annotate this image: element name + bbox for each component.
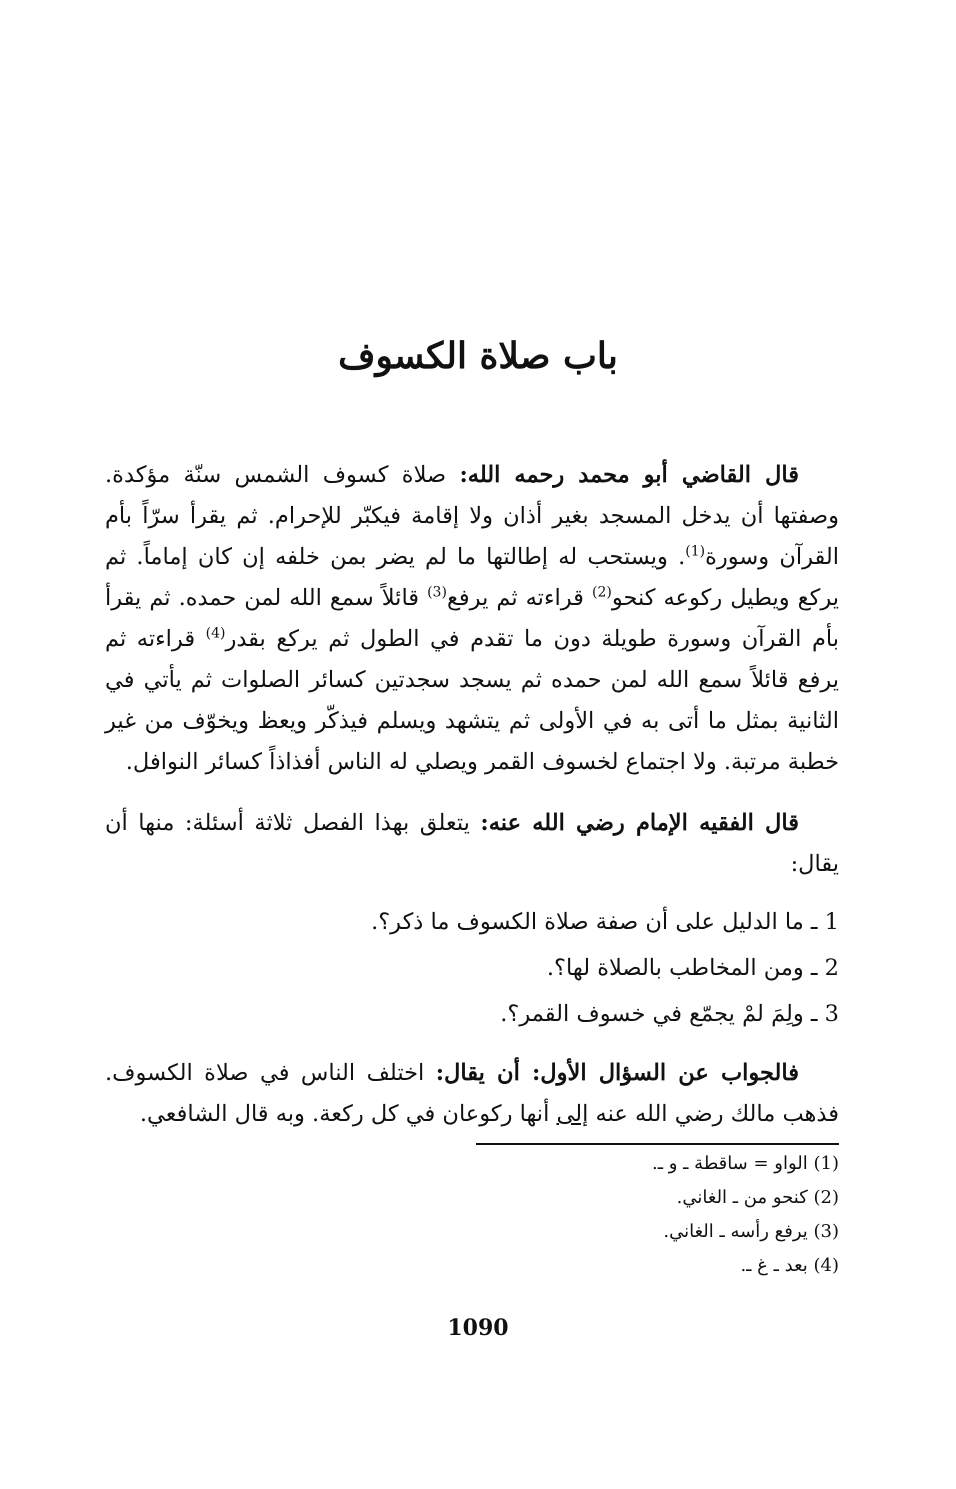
underlined-word: إلى	[556, 1101, 589, 1127]
paragraph-text: يتعلق بهذا الفصل ثلاثة أسئلة: منها أن يقال:	[105, 810, 839, 877]
footnote-ref: (3)	[427, 584, 447, 601]
paragraph-text: قائلاً سمع الله لمن حمده. ثم يقرأ بأم القرآن وسورة طويلة دون ما تقدم في الطول ثم يركع بقدر	[105, 585, 839, 652]
speaker-label: قال الفقيه الإمام رضي الله عنه:	[480, 810, 799, 836]
footnote: (2) كنحو من ـ الغاني.	[676, 1187, 839, 1208]
paragraph-text: قراءته ثم يرفع	[446, 585, 592, 611]
question-item: 1 ـ ما الدليل على أن صفة صلاة الكسوف ما ذكر؟.	[371, 909, 839, 935]
paragraph-text: صلاة كسوف الشمس سنّة مؤكدة. وصفتها أن يدخل المسجد بغير أذان ولا إقامة فيكبّر للإحرام. ثم يقرأ سرّاً بأم القرآن وسورة	[105, 462, 840, 570]
page-number: 1090	[447, 1315, 509, 1341]
footnote: (4) بعد ـ غ ـ.	[740, 1255, 839, 1276]
footnote-ref: (1)	[685, 543, 706, 560]
speaker-label: قال القاضي أبو محمد رحمه الله:	[459, 462, 799, 488]
paragraph-text: . ويستحب له إطالتها ما لم يضر بمن خلفه إن كان إماماً. ثم يركع ويطيل ركوعه كنحو	[105, 544, 839, 611]
answer-lead: فالجواب عن السؤال الأول: أن يقال:	[435, 1060, 799, 1086]
main-paragraph	[105, 455, 839, 783]
paragraph-text: قراءته ثم يرفع قائلاً سمع الله لمن حمده ثم يسجد سجدتين كسائر الصلوات ثم يأتي في الثانية بمثل ما أتى به في الأولى ثم يتشهد ويسلم فيذكّر ويعظ ويخوّف من غير خطبة مرتبة. ولا اجتماع لخسوف القمر ويصلي له الناس أفذاذاً كسائر النوافل.	[105, 626, 839, 775]
footnote: (1) الواو = ساقطة ـ و ـ.	[652, 1153, 839, 1174]
commentary-paragraph	[105, 803, 839, 885]
footnote-divider	[476, 1143, 839, 1145]
chapter-title: باب صلاة الكسوف	[338, 335, 618, 377]
question-item: 3 ـ ولِمَ لمْ يجمّع في خسوف القمر؟.	[500, 1001, 839, 1027]
footnote-ref: (4)	[205, 625, 226, 642]
paragraph-text: اختلف الناس في صلاة الكسوف. فذهب مالك رضي الله عنه	[105, 1060, 839, 1127]
footnote-ref: (2)	[591, 584, 612, 601]
footnote: (3) يرفع رأسه ـ الغاني.	[663, 1221, 839, 1242]
question-item: 2 ـ ومن المخاطب بالصلاة لها؟.	[546, 955, 839, 981]
paragraph-text: أنها ركوعان في كل ركعة. وبه قال الشافعي.	[139, 1101, 557, 1127]
answer-paragraph	[105, 1053, 839, 1135]
